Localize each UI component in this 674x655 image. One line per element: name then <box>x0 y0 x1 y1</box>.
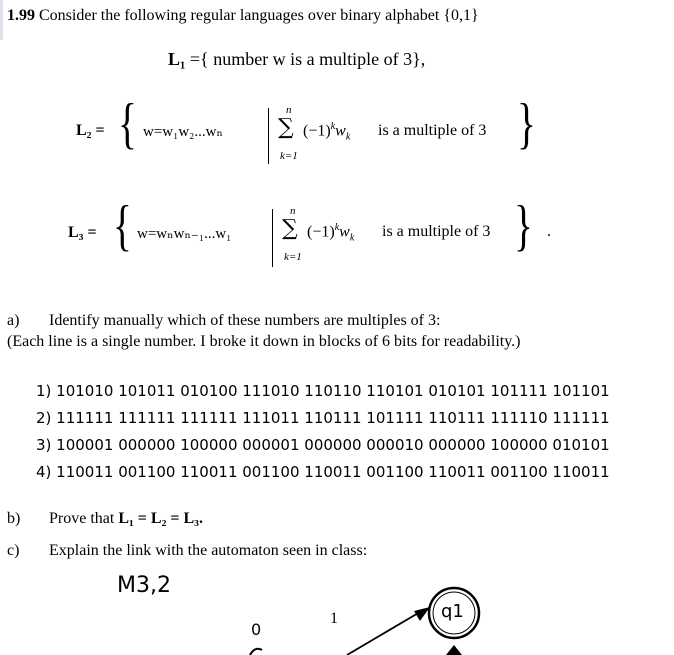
l3-sum-symbol: ∑ <box>282 216 298 241</box>
l1-def-text: ={ number w is a multiple of 3}, <box>189 49 426 69</box>
number-line-3: 3) 100001 000000 100000 000001 000000 000010 000000 100000 010101 <box>36 436 610 454</box>
part-b-statement: L₁ = L₂ = L₃. <box>118 510 203 527</box>
l3-word: w=wₙwₙ₋₁...w₁ <box>137 226 232 242</box>
part-a-label: a) <box>7 312 20 329</box>
l2-left-brace: { <box>118 93 137 155</box>
l3-sum-lower: k=1 <box>284 251 302 263</box>
l3-condition: is a multiple of 3 <box>382 223 491 240</box>
edge-label-1: 1 <box>330 610 338 627</box>
l3-term-var: w <box>339 223 350 241</box>
part-a-note: (Each line is a single number. I broke it down in blocks of 6 bits for readability.) <box>7 333 521 350</box>
l3-term-sub: k <box>349 232 355 244</box>
l2-word: w=w₁w₂...wₙ <box>143 124 223 140</box>
l2-sum-upper: n <box>286 104 292 116</box>
l3-term-base: (−1) <box>307 223 335 241</box>
l3-sum-upper: n <box>290 205 296 217</box>
l3-label: L₃ = <box>68 224 97 241</box>
part-b-prefix: Prove that <box>49 510 119 527</box>
l2-label: L₂ = <box>76 122 105 139</box>
part-c-label: c) <box>7 542 20 559</box>
part-c-text: Explain the link with the automaton seen in class: <box>49 542 368 559</box>
automaton-title: M3,2 <box>117 573 171 598</box>
l2-term-var: w <box>335 122 346 140</box>
l2-term-exp: k <box>330 121 336 132</box>
edge-arrowhead <box>414 607 430 621</box>
part-a-text: Identify manually which of these numbers are multiples of 3: <box>49 312 441 329</box>
loop-arc <box>250 649 262 655</box>
state-q1-label: q1 <box>441 601 464 622</box>
l2-right-brace: } <box>517 93 536 155</box>
edge-arrow-line <box>347 612 420 655</box>
l2-sum-symbol: ∑ <box>278 115 294 140</box>
l2-term-base: (−1) <box>303 122 331 140</box>
number-line-4: 4) 110011 001100 110011 001100 110011 001100 110011 001100 110011 <box>36 463 610 481</box>
l2-sum-lower: k=1 <box>280 150 298 162</box>
l2-condition: is a multiple of 3 <box>378 122 487 139</box>
l1-label: L₁ <box>168 49 186 69</box>
l3-term-exp: k <box>334 222 340 233</box>
number-line-1: 1) 101010 101011 010100 111010 110110 110101 010101 101111 101101 <box>36 382 610 400</box>
l2-term-sub: k <box>345 131 351 143</box>
edge-label-0: 0 <box>251 620 262 639</box>
part-b-label: b) <box>7 510 21 527</box>
problem-intro: Consider the following regular languages over binary alphabet {0,1} <box>39 7 479 24</box>
q1-bottom-marker <box>446 645 462 655</box>
number-line-2: 2) 111111 111111 111111 111011 110111 101111 110111 111110 111111 <box>36 409 610 427</box>
l3-left-brace: { <box>113 195 132 257</box>
problem-number: 1.99 <box>7 7 35 24</box>
l3-right-brace: } <box>514 195 533 257</box>
l3-period: . <box>547 223 551 240</box>
